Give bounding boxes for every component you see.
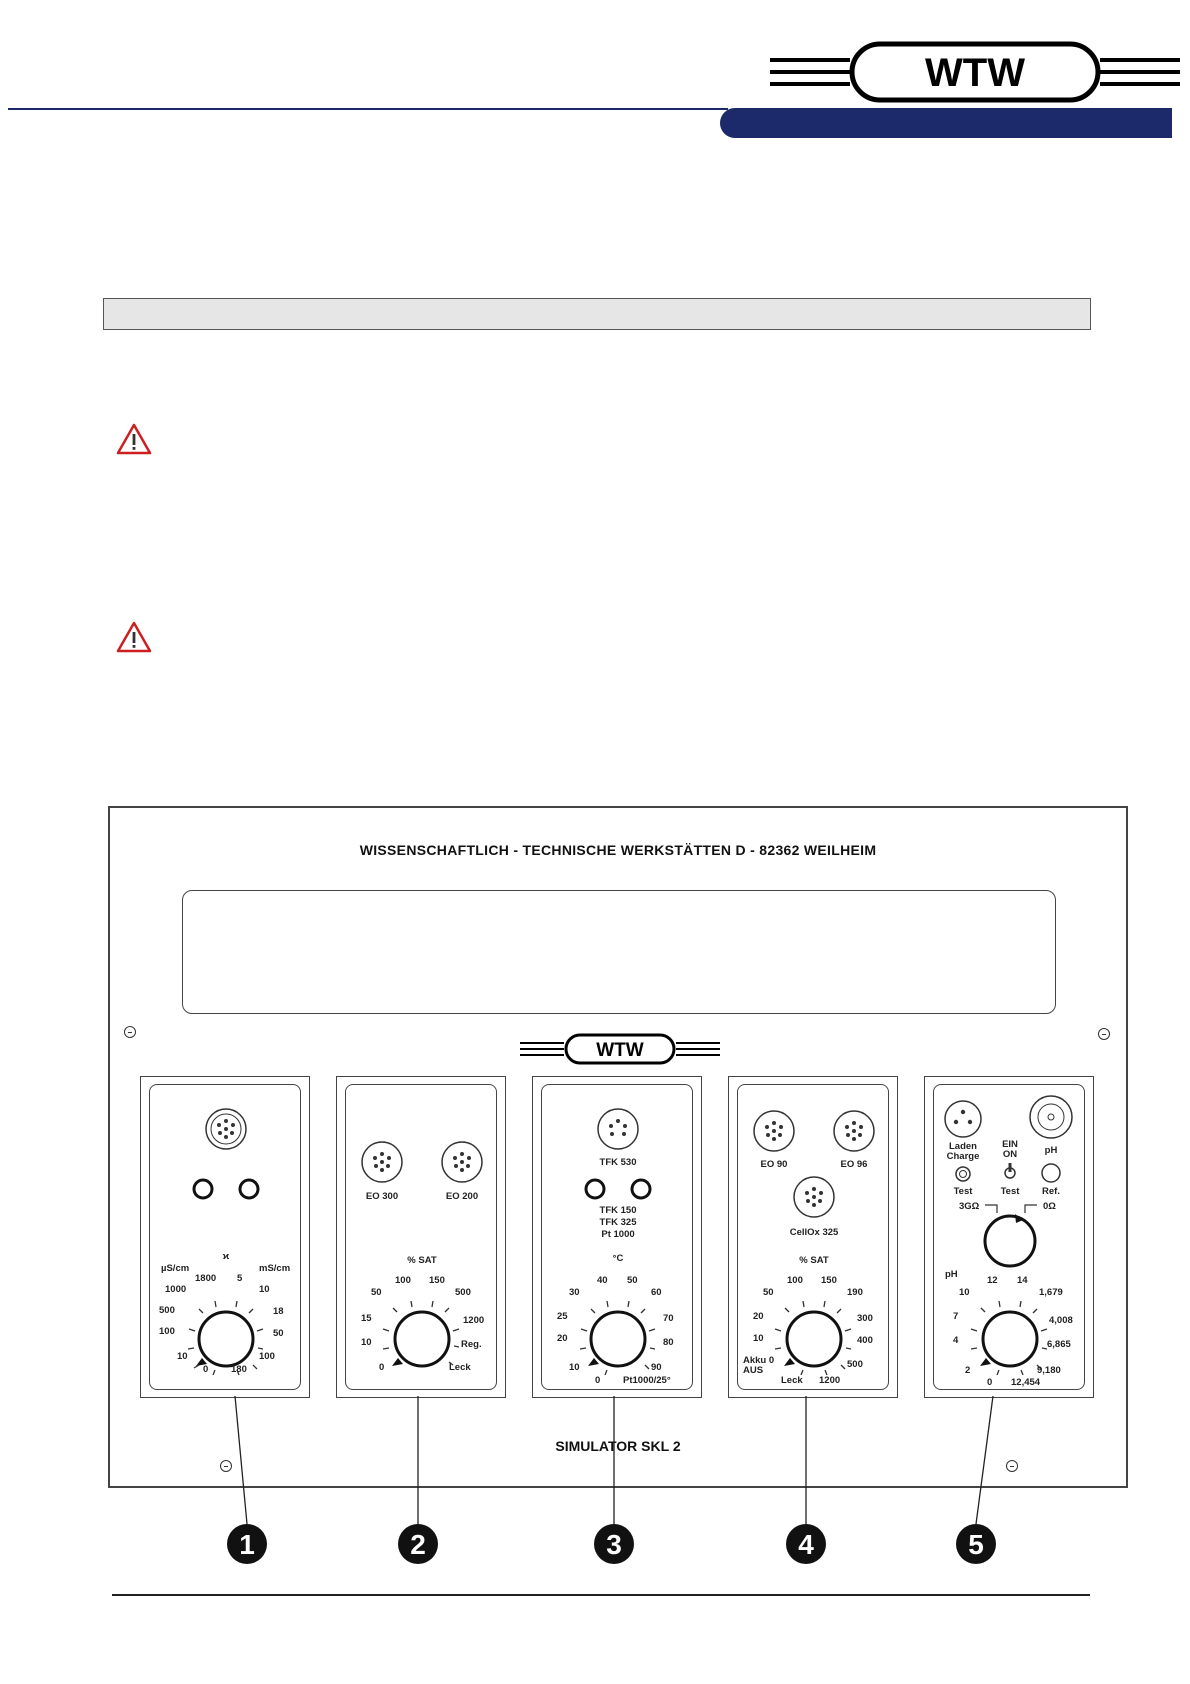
svg-text:Pt 1000: Pt 1000 (601, 1229, 635, 1240)
svg-text:100: 100 (395, 1275, 411, 1286)
svg-text:EO 90: EO 90 (760, 1159, 788, 1170)
svg-text:0: 0 (379, 1362, 385, 1373)
svg-text:10: 10 (177, 1351, 188, 1362)
svg-text:80: 80 (663, 1337, 674, 1348)
callout-badge-1: 1 (227, 1524, 267, 1564)
svg-text:20: 20 (753, 1311, 764, 1322)
svg-text:1,679: 1,679 (1039, 1287, 1063, 1298)
svg-text:0: 0 (987, 1377, 993, 1388)
svg-text:3GΩ: 3GΩ (959, 1201, 980, 1212)
svg-text:AUS: AUS (743, 1365, 764, 1376)
svg-text:TFK 325: TFK 325 (599, 1217, 637, 1228)
module-temperature (532, 1076, 702, 1398)
svg-text:% SAT: % SAT (407, 1255, 437, 1266)
svg-text:150: 150 (429, 1275, 445, 1286)
svg-text:30: 30 (569, 1287, 580, 1298)
module-5-face (925, 1077, 1095, 1399)
svg-text:0: 0 (595, 1375, 601, 1386)
svg-text:4: 4 (953, 1335, 959, 1346)
wtw-logo (520, 1032, 720, 1066)
svg-text:Ref.: Ref. (1042, 1186, 1060, 1197)
svg-text:6,865: 6,865 (1047, 1339, 1071, 1350)
svg-text:EO 96: EO 96 (840, 1159, 868, 1170)
svg-text:500: 500 (847, 1359, 863, 1370)
callout-badge-5: 5 (956, 1524, 996, 1564)
svg-text:50: 50 (763, 1287, 774, 1298)
svg-text:50: 50 (273, 1328, 284, 1339)
svg-text:Reg.: Reg. (461, 1339, 482, 1350)
svg-text:pH: pH (1044, 1145, 1058, 1156)
module-oxygen-cellox (728, 1076, 898, 1398)
svg-text:10: 10 (753, 1333, 764, 1344)
screw-icon (124, 1026, 136, 1038)
svg-text:150: 150 (821, 1275, 837, 1286)
header-tab (720, 108, 1172, 138)
svg-text:90: 90 (651, 1362, 662, 1373)
wtw-logo (770, 38, 1180, 106)
svg-text:1000: 1000 (165, 1284, 187, 1295)
svg-text:EO 200: EO 200 (445, 1191, 479, 1202)
svg-text:Pt1000/25°: Pt1000/25° (623, 1375, 671, 1386)
svg-text:50: 50 (371, 1287, 382, 1298)
svg-text:EO 300: EO 300 (365, 1191, 399, 1202)
svg-text:2: 2 (965, 1365, 971, 1376)
svg-text:ON: ON (1002, 1149, 1018, 1160)
svg-text:10: 10 (361, 1337, 372, 1348)
svg-text:70: 70 (663, 1313, 674, 1324)
svg-text:0Ω: 0Ω (1043, 1201, 1056, 1212)
svg-text:9,180: 9,180 (1037, 1365, 1061, 1376)
callout-badge-3: 3 (594, 1524, 634, 1564)
warning-icon (116, 620, 152, 654)
svg-text:10: 10 (959, 1287, 970, 1298)
svg-text:EIN: EIN (1002, 1139, 1018, 1150)
svg-text:100: 100 (259, 1351, 275, 1362)
module-2-face (337, 1077, 507, 1399)
svg-text:Charge: Charge (946, 1151, 980, 1162)
svg-text:500: 500 (455, 1287, 471, 1298)
callout-badge-4: 4 (786, 1524, 826, 1564)
svg-text:1800: 1800 (195, 1273, 217, 1284)
module-4-face (729, 1077, 899, 1399)
svg-text:300: 300 (857, 1313, 873, 1324)
svg-text:14: 14 (1017, 1275, 1028, 1286)
svg-text:mS/cm: mS/cm (259, 1263, 291, 1274)
svg-text:Leck: Leck (449, 1362, 471, 1373)
svg-text:7: 7 (953, 1311, 959, 1322)
svg-text:Test: Test (953, 1186, 973, 1197)
simulator-front-panel (108, 806, 1128, 1488)
svg-text:50: 50 (627, 1275, 638, 1286)
svg-text:TFK 150: TFK 150 (599, 1205, 637, 1216)
svg-text:500: 500 (159, 1305, 175, 1316)
svg-text:Leck: Leck (781, 1375, 803, 1386)
screw-icon (220, 1460, 232, 1472)
svg-text:190: 190 (847, 1287, 863, 1298)
svg-text:400: 400 (857, 1335, 873, 1346)
svg-text:20: 20 (557, 1333, 568, 1344)
svg-text:1200: 1200 (819, 1375, 841, 1386)
header-brand: WTW (925, 51, 1025, 95)
svg-text:ϰ: ϰ (222, 1251, 230, 1262)
module-oxygen-eo (336, 1076, 506, 1398)
svg-text:0: 0 (203, 1364, 209, 1375)
model-label: SIMULATOR SKL 2 (555, 1438, 681, 1454)
module-3-face (533, 1077, 703, 1399)
manufacturer-label: WISSENSCHAFTLICH - TECHNISCHE WERKSTÄTTEN D - 82362 WEILHEIM (359, 842, 877, 858)
svg-text:TFK 530: TFK 530 (599, 1157, 637, 1168)
device-brand: WTW (596, 1040, 644, 1061)
svg-text:°C: °C (612, 1253, 624, 1264)
svg-text:5: 5 (237, 1273, 243, 1284)
svg-text:Laden: Laden (949, 1141, 977, 1152)
svg-text:100: 100 (159, 1326, 175, 1337)
section-heading-bar (103, 298, 1091, 330)
screw-icon (1006, 1460, 1018, 1472)
header-rule (8, 108, 728, 110)
screw-icon (1098, 1028, 1110, 1040)
module-conductivity (140, 1076, 310, 1398)
footer-rule (112, 1594, 1090, 1596)
svg-text:4,008: 4,008 (1049, 1315, 1073, 1326)
svg-text:CellOx 325: CellOx 325 (789, 1227, 839, 1238)
module-ph (924, 1076, 1094, 1398)
warning-icon (116, 422, 152, 456)
svg-text:180: 180 (231, 1364, 247, 1375)
svg-text:% SAT: % SAT (799, 1255, 829, 1266)
svg-text:1200: 1200 (463, 1315, 485, 1326)
svg-text:15: 15 (361, 1313, 372, 1324)
svg-text:Akku 0: Akku 0 (743, 1355, 775, 1366)
svg-text:18: 18 (273, 1306, 284, 1317)
display-window (182, 890, 1056, 1014)
svg-text:12: 12 (987, 1275, 998, 1286)
svg-text:25: 25 (557, 1311, 568, 1322)
svg-text:12,454: 12,454 (1011, 1377, 1041, 1388)
svg-text:10: 10 (259, 1284, 270, 1295)
module-1-face (141, 1077, 311, 1399)
svg-text:60: 60 (651, 1287, 662, 1298)
svg-text:pH: pH (945, 1269, 958, 1280)
svg-text:100: 100 (787, 1275, 803, 1286)
svg-text:10: 10 (569, 1362, 580, 1373)
svg-text:Test: Test (1000, 1186, 1020, 1197)
svg-text:µS/cm: µS/cm (161, 1263, 190, 1274)
callout-badge-2: 2 (398, 1524, 438, 1564)
svg-text:40: 40 (597, 1275, 608, 1286)
